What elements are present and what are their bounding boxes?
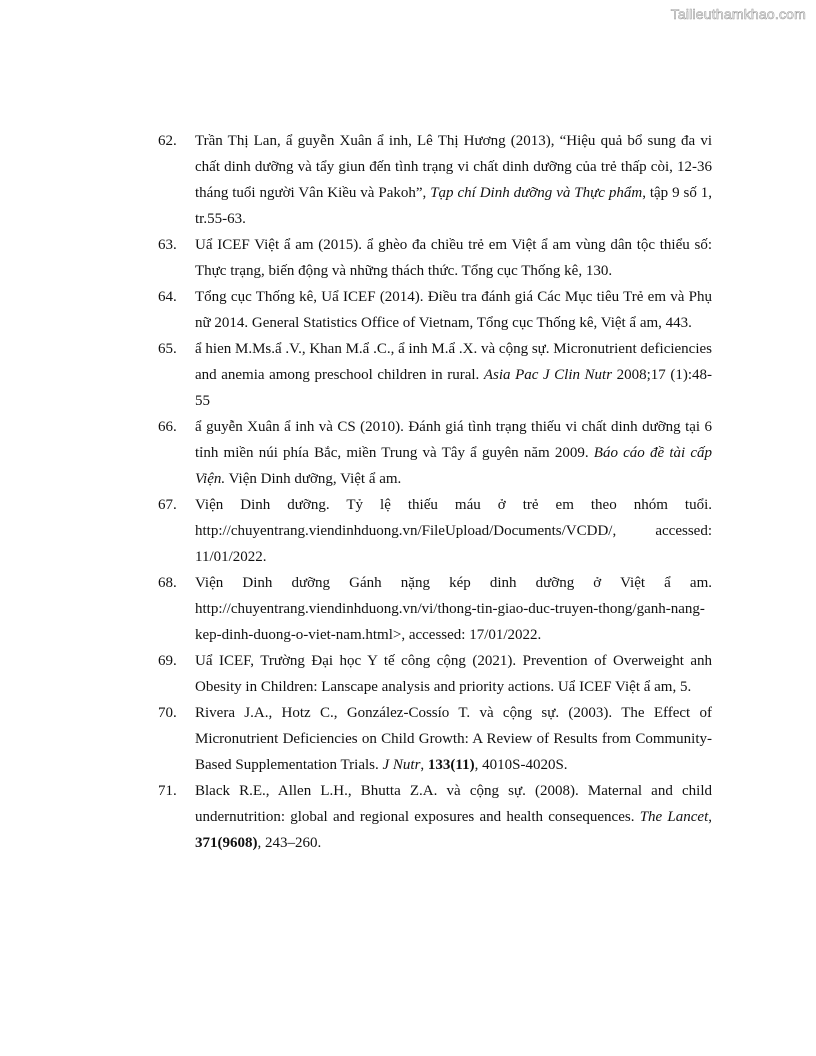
reference-text [195,648,712,700]
watermark-text: Tailieuthamkhao.com [670,6,806,22]
reference-item [158,570,712,648]
reference-item [158,492,712,570]
reference-number: 70. [158,705,177,721]
reference-text [195,570,712,648]
reference-text-part: Uẩ ICEF Việt ẩ am (2015). ẩ ghèo đa chiều trẻ em Việt ẩ am vùng dân tộc thiểu số: Thực trạng, biến động và những thách thức. Tổng cục Thống kê, 130. [195,237,712,279]
reference-text [195,232,712,284]
reference-item [158,128,712,232]
reference-text [195,128,712,232]
reference-number: 62. [158,133,177,149]
reference-text-part: Viện Dinh dưỡng. Tỷ lệ thiếu máu ở trẻ em theo nhóm tuổi. http://chuyentrang.viendinhduong.vn/FileUpload/Documents/VCDD/, accessed: 11/01/2022. [195,497,712,565]
reference-italic-text: Tạp chí Dinh dưỡng và Thực phẩm [430,185,643,201]
reference-item [158,414,712,492]
reference-italic-text: Asia Pac J Clin Nutr [483,367,613,383]
reference-bold-text: 11 [455,757,470,773]
reference-number: 71. [158,783,177,799]
reference-text-part: Tổng cục Thống kê, Uẩ ICEF (2014). Điều tra đánh giá Các Mục tiêu Trẻ em và Phụ nữ 2014. General Statistics Office of Vietnam, Tổng cục Thống kê, Việt ẩ am, 443. [195,289,712,331]
reference-number: 69. [158,653,177,669]
reference-number: 64. [158,289,177,305]
reference-bold-text: ( [217,835,223,851]
reference-item [158,336,712,414]
reference-text-part: 2008;17 (1):48-55 [195,367,712,409]
reference-text-part: Trần Thị Lan, ẩ guyễn Xuân ẩ inh, Lê Thị Hương (2013), “Hiệu quả bổ sung đa vi chất dinh dưỡng và tẩy giun đến tình trạng vi chất dinh dưỡng của trẻ thấp còi, 12-36 tháng tuổi người Vân Kiều và Pakoh”, [195,133,712,201]
reference-text-part: , 243–260. [257,835,322,851]
reference-italic-text: Báo cáo đề tài cấp Viện. [195,445,712,487]
reference-bold-text: 9608 [222,835,253,851]
reference-text-part: Black R.E., Allen L.H., Bhutta Z.A. và cộng sự. (2008). Maternal and child undernutrition: global and regional exposures and health consequences. [195,783,712,825]
reference-number: 67. [158,497,177,513]
reference-text [195,284,712,336]
reference-text-part: , 4010S-4020S. [474,757,568,773]
reference-text-part: Viện Dinh dưỡng, Việt ẩ am. [225,471,402,487]
reference-text [195,414,712,492]
reference-text-part: Uẩ ICEF, Trường Đại học Y tế công cộng (2021). Prevention of Overweight anh Obesity in Children: Lanscape analysis and priority actions. Uẩ ICEF Việt ẩ am, 5. [195,653,712,695]
reference-text [195,336,712,414]
reference-text-part: Rivera J.A., Hotz C., González-Cossío T. và cộng sự. (2003). The Effect of Micronutrient Deficiencies on Child Growth: A Review of Results from Community-Based Supplementation Trials. [195,705,712,773]
reference-italic-text: The Lancet [639,809,709,825]
reference-text-part: Viện Dinh dưỡng Gánh nặng kép dinh dưỡng ở Việt ẩ am. http://chuyentrang.viendinhduong.vn/vi/thong-tin-giao-duc-truyen-thong/ganh-nang-kep-dinh-duong-o-viet-nam.html>, accessed: 17/01/2022. [195,575,712,643]
reference-italic-text: J Nutr [382,757,421,773]
reference-item [158,284,712,336]
reference-number: 65. [158,341,177,357]
reference-item [158,232,712,284]
reference-bold-text: ( [450,757,456,773]
reference-bold-text: ) [252,835,258,851]
reference-number: 66. [158,419,177,435]
reference-bold-text: 133 [427,757,451,773]
reference-text-part: , [420,757,428,773]
reference-text [195,700,712,778]
reference-item [158,778,712,856]
reference-item [158,648,712,700]
reference-text-part: , [708,809,712,825]
reference-number: 68. [158,575,177,591]
reference-list [158,128,712,856]
reference-item [158,700,712,778]
reference-bold-text: ) [469,757,475,773]
reference-text [195,778,712,856]
reference-text-part: ẩ hien M.Ms.ẩ .V., Khan M.ẩ .C., ẩ inh M.ẩ .X. và cộng sự. Micronutrient deficiencies and anemia among preschool children in rural. [195,341,712,383]
reference-text-part: ẩ guyễn Xuân ẩ inh và CS (2010). Đánh giá tình trạng thiếu vi chất dinh dưỡng tại 6 tỉnh miền núi phía Bắc, miền Trung và Tây ẩ guyên năm 2009. [195,419,712,461]
reference-text [195,492,712,570]
reference-number: 63. [158,237,177,253]
reference-text-part: , tập 9 số 1, tr.55-63. [195,185,712,227]
reference-bold-text: 371 [195,835,218,851]
